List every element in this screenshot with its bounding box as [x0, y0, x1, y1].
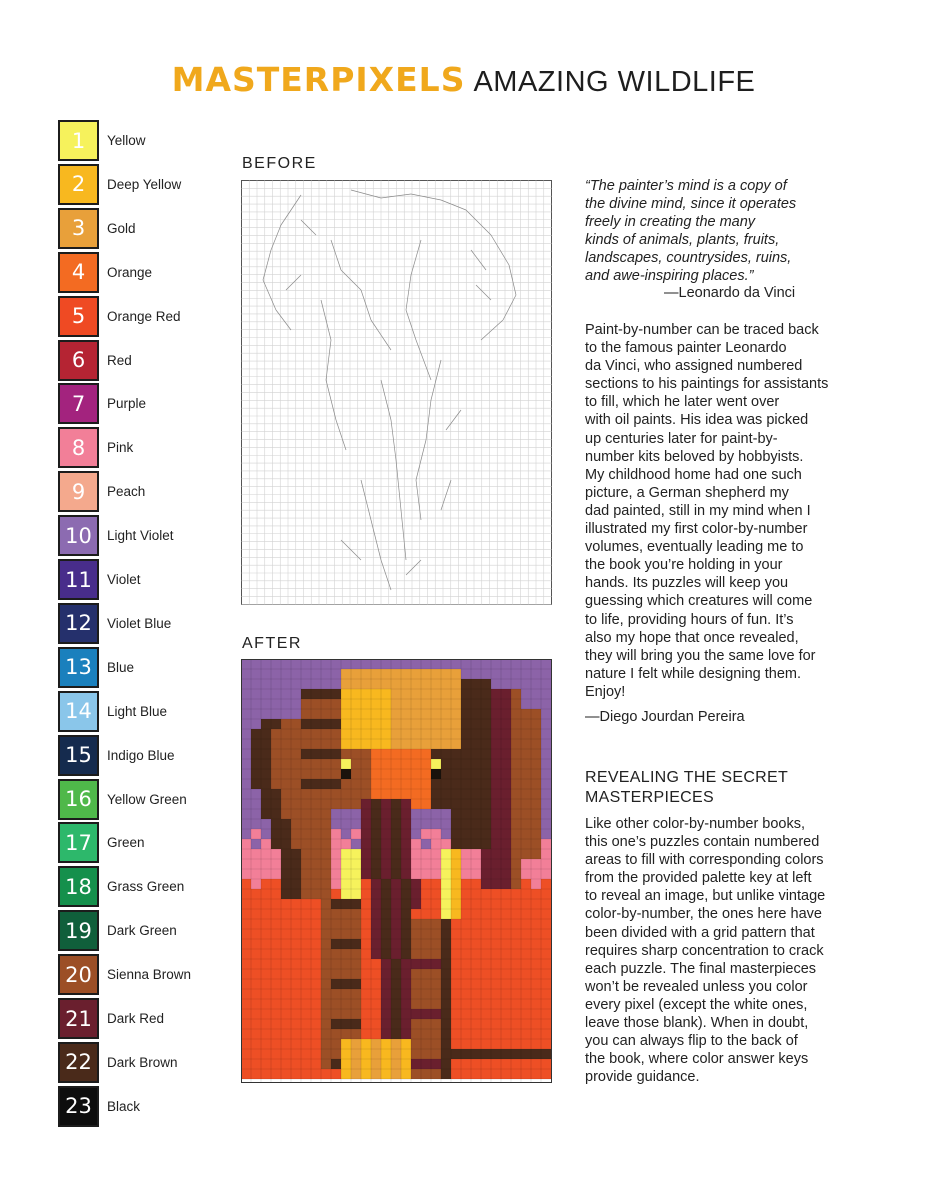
intro-line: to the famous painter Leonardo: [585, 340, 787, 357]
intro-line: illustrated my first color-by-number: [585, 521, 808, 538]
palette-swatch: 10: [58, 515, 99, 556]
palette-swatch: 18: [58, 866, 99, 907]
palette-swatch: 21: [58, 998, 99, 1039]
palette-entry: [58, 691, 238, 732]
palette-entry: [58, 954, 238, 995]
palette-entry: [58, 1042, 238, 1083]
intro-line: with oil paints. His idea was picked: [585, 412, 809, 429]
palette-entry: [58, 515, 238, 556]
palette-entry: [58, 647, 238, 688]
quote-line: the divine mind, since it operates: [585, 196, 797, 212]
palette-color-name: Light Blue: [107, 703, 168, 719]
palette-entry: [58, 822, 238, 863]
quote-line: landscapes, countrysides, ruins,: [585, 250, 792, 266]
before-label: BEFORE: [242, 155, 317, 172]
palette-color-name: Dark Red: [107, 1011, 165, 1026]
intro-line: to fill, which he later went over: [585, 394, 780, 411]
palette-entry: [58, 164, 238, 205]
palette-swatch: 19: [58, 910, 99, 951]
intro-line: they will bring you the same love for: [585, 647, 816, 664]
section-line: Like other color-by-number books,: [585, 816, 806, 832]
palette-entry: [58, 208, 238, 249]
section-heading-line: MASTERPIECES: [585, 789, 714, 806]
palette-color-name: Pink: [107, 440, 134, 456]
section-line: to reveal an image, but unlike vintage: [585, 888, 826, 905]
section-line: provide guidance.: [585, 1069, 700, 1086]
palette-swatch: 13: [58, 647, 99, 688]
palette-entry: [58, 471, 238, 512]
grid-lines: [242, 181, 552, 605]
section-line: won’t be revealed unless you color: [585, 978, 808, 995]
palette-swatch: 3: [58, 208, 99, 249]
palette-color-name: Grass Green: [107, 879, 185, 895]
palette-color-name: Purple: [107, 396, 147, 412]
intro-paragraph: [585, 321, 847, 701]
intro-line: number kits beloved by hobbyists.: [585, 448, 804, 465]
palette-swatch: 12: [58, 603, 99, 644]
palette-color-name: Violet: [107, 572, 141, 587]
palette-entry: [58, 603, 238, 644]
palette-entry: [58, 998, 238, 1039]
section-line: each puzzle. The final masterpieces: [585, 960, 817, 977]
before-grid-puzzle: [241, 180, 552, 605]
quote-line: kinds of animals, plants, fruits,: [585, 232, 780, 248]
palette-entry: [58, 383, 238, 424]
section-line: from the provided palette key at left: [585, 870, 812, 887]
leonardo-quote: [585, 177, 835, 285]
section-line: been divided with a grid pattern that: [585, 924, 815, 941]
palette-color-name: Light Violet: [107, 528, 174, 544]
section-paragraph: [585, 815, 847, 1086]
palette-color-name: Orange: [107, 264, 153, 280]
palette-swatch: 17: [58, 822, 99, 863]
palette-swatch: 15: [58, 735, 99, 776]
palette-swatch: 6: [58, 340, 99, 381]
section-line: areas to fill with corresponding colors: [585, 852, 824, 869]
palette-entry: [58, 779, 238, 820]
intro-line: Enjoy!: [585, 683, 626, 700]
quote-line: and awe-inspiring places.”: [585, 268, 754, 284]
palette-color-name: Yellow Green: [107, 791, 187, 807]
quote-attribution: —Leonardo da Vinci: [664, 285, 796, 301]
book-subtitle: AMAZING WILDLIFE: [473, 66, 756, 98]
section-heading-line: REVEALING THE SECRET: [585, 769, 789, 786]
intro-line: hands. Its puzzles will keep you: [585, 575, 789, 592]
section-line: every pixel (except the white ones,: [585, 996, 808, 1013]
intro-line: picture, a German shepherd my: [585, 484, 789, 501]
palette-entry: [58, 427, 238, 468]
author-signature: —Diego Jourdan Pereira: [585, 709, 745, 725]
palette-color-name: Dark Brown: [107, 1054, 178, 1070]
section-line: requires sharp concentration to crack: [585, 942, 824, 959]
palette-color-name: Gold: [107, 220, 136, 236]
palette-entry: [58, 120, 238, 161]
palette-swatch: 23: [58, 1086, 99, 1127]
palette-entry: [58, 910, 238, 951]
palette-color-name: Green: [107, 835, 145, 851]
palette-color-name: Black: [107, 1098, 141, 1114]
palette-color-name: Yellow: [107, 133, 146, 148]
palette-color-name: Blue: [107, 659, 135, 675]
palette-color-name: Deep Yellow: [107, 176, 182, 192]
quote-line: “The painter’s mind is a copy of: [585, 178, 787, 194]
intro-line: da Vinci, who assigned numbered: [585, 358, 803, 375]
palette-entry: [58, 735, 238, 776]
palette-color-name: Dark Green: [107, 923, 177, 939]
palette-swatch: 20: [58, 954, 99, 995]
palette-swatch: 22: [58, 1042, 99, 1083]
section-line: this one’s puzzles contain numbered: [585, 834, 820, 851]
palette-entry: [58, 1086, 238, 1127]
intro-line: dad painted, still in my mind when I: [585, 502, 811, 519]
page-title: [0, 60, 927, 99]
palette-swatch: 16: [58, 779, 99, 820]
intro-line: the book you’re holding in your: [585, 557, 783, 574]
palette-swatch: 8: [58, 427, 99, 468]
intro-line: also my hope that once revealed,: [585, 629, 799, 646]
after-elephant-artwork: [241, 659, 552, 1084]
intro-line: sections to his paintings for assistants: [585, 376, 829, 393]
section-line: color-by-number, the ones here have: [585, 906, 822, 923]
palette-entry: [58, 296, 238, 337]
palette-color-name: Indigo Blue: [107, 747, 175, 763]
palette-color-name: Sienna Brown: [107, 967, 192, 983]
palette-swatch: 7: [58, 383, 99, 424]
section-line: you can always flip to the back of: [585, 1033, 798, 1050]
palette-swatch: 1: [58, 120, 99, 161]
palette-color-name: Red: [107, 352, 132, 368]
palette-color-name: Peach: [107, 484, 146, 500]
palette-swatch: 14: [58, 691, 99, 732]
palette-swatch: 5: [58, 296, 99, 337]
palette-swatch: 11: [58, 559, 99, 600]
intro-line: My childhood home had one such: [585, 466, 802, 483]
intro-line: volumes, eventually leading me to: [585, 539, 804, 556]
palette-swatch: 9: [58, 471, 99, 512]
section-heading: [585, 768, 835, 808]
section-line: leave those blank). When in doubt,: [585, 1015, 809, 1032]
brand-logo: MASTERPIXELS: [171, 60, 466, 99]
palette-entry: [58, 252, 238, 293]
palette-entry: [58, 559, 238, 600]
palette-color-name: Violet Blue: [107, 615, 172, 631]
intro-line: up centuries later for paint-by-: [585, 430, 778, 447]
after-label: AFTER: [242, 635, 302, 652]
palette-entry: [58, 340, 238, 381]
quote-line: freely in creating the many: [585, 214, 756, 230]
palette-entry: [58, 866, 238, 907]
intro-line: Paint-by-number can be traced back: [585, 322, 819, 338]
intro-line: nature I felt while designing them.: [585, 665, 802, 682]
intro-line: guessing which creatures will come: [585, 593, 813, 610]
palette-color-name: Orange Red: [107, 308, 181, 324]
palette-swatch: 4: [58, 252, 99, 293]
palette-swatch: 2: [58, 164, 99, 205]
section-line: the book, where color answer keys: [585, 1051, 809, 1068]
intro-line: to life, providing hours of fun. It’s: [585, 611, 794, 628]
